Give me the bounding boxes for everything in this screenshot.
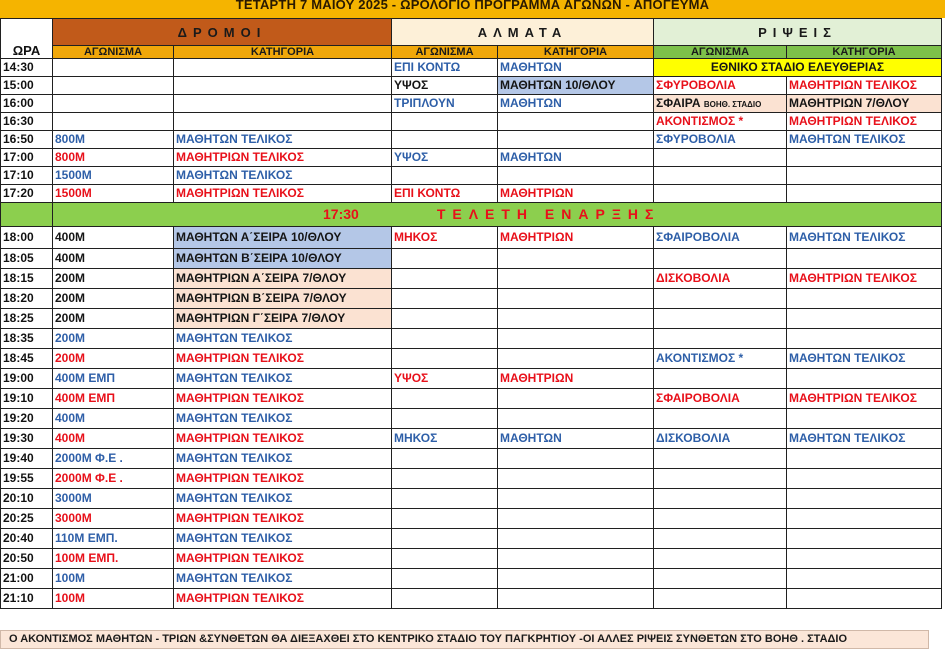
almata-category-cell xyxy=(498,113,654,131)
almata-event-cell: ΕΠΙ ΚΟΝΤΩ xyxy=(392,185,498,203)
dromoi-category-cell: ΜΑΘΗΤΩΝ ΤΕΛΙΚΟΣ xyxy=(174,529,392,549)
sub-header-category: ΚΑΤΗΓΟΡΙΑ xyxy=(787,46,942,59)
ripseis-event-cell xyxy=(654,469,787,489)
almata-event-cell xyxy=(392,409,498,429)
dromoi-category-cell: ΜΑΘΗΤΩΝ ΤΕΛΙΚΟΣ xyxy=(174,409,392,429)
ripseis-category-cell xyxy=(787,149,942,167)
event-name: ΣΦΑΙΡΑ xyxy=(656,95,701,110)
ripseis-category-cell: ΜΑΘΗΤΩΝ ΤΕΛΙΚΟΣ xyxy=(787,429,942,449)
time-cell: 19:55 xyxy=(1,469,53,489)
time-cell: 20:10 xyxy=(1,489,53,509)
sub-header-event: ΑΓΩΝΙΣΜΑ xyxy=(392,46,498,59)
time-cell: 21:10 xyxy=(1,589,53,609)
ripseis-event-cell xyxy=(654,95,787,113)
group-header-almata: ΑΛΜΑΤΑ xyxy=(392,19,654,46)
dromoi-category-cell: ΜΑΘΗΤΩΝ ΤΕΛΙΚΟΣ xyxy=(174,569,392,589)
dromoi-event-cell: 100Μ xyxy=(53,589,174,609)
ripseis-event-cell: ΣΦΥΡΟΒΟΛΙΑ xyxy=(654,131,787,149)
ripseis-event-cell: ΔΙΣΚΟΒΟΛΙΑ xyxy=(654,429,787,449)
ripseis-category-cell: ΜΑΘΗΤΡΙΩΝ ΤΕΛΙΚΟΣ xyxy=(787,389,942,409)
ripseis-event-cell xyxy=(654,149,787,167)
page-title: ΤΕΤΑΡΤΗ 7 ΜΑΙΟΥ 2025 - ΩΡΟΛΟΓΙΟ ΠΡΟΓΡΑΜΜΑ ΑΓΩΝΩΝ - ΑΠΟΓΕΥΜΑ xyxy=(0,0,945,18)
ripseis-category-cell xyxy=(787,509,942,529)
almata-event-cell xyxy=(392,529,498,549)
ripseis-category-cell: ΜΑΘΗΤΡΙΩΝ ΤΕΛΙΚΟΣ xyxy=(787,77,942,95)
almata-event-cell xyxy=(392,469,498,489)
almata-event-cell xyxy=(392,389,498,409)
ripseis-category-cell: ΜΑΘΗΤΩΝ ΤΕΛΙΚΟΣ xyxy=(787,349,942,369)
almata-category-cell xyxy=(498,389,654,409)
dromoi-category-cell: ΜΑΘΗΤΩΝ ΤΕΛΙΚΟΣ xyxy=(174,489,392,509)
schedule-row xyxy=(1,489,942,509)
time-cell: 16:00 xyxy=(1,95,53,113)
dromoi-category-cell: ΜΑΘΗΤΡΙΩΝ ΤΕΛΙΚΟΣ xyxy=(174,149,392,167)
schedule-row xyxy=(1,167,942,185)
dromoi-event-cell: 400Μ xyxy=(53,429,174,449)
dromoi-event-cell: 2000Μ Φ.Ε . xyxy=(53,449,174,469)
dromoi-category-cell: ΜΑΘΗΤΡΙΩΝ Α΄ΣΕΙΡΑ 7/ΘΛΟΥ xyxy=(174,269,392,289)
ripseis-event-cell xyxy=(654,329,787,349)
time-cell: 18:25 xyxy=(1,309,53,329)
time-cell: 20:50 xyxy=(1,549,53,569)
almata-category-cell xyxy=(498,309,654,329)
ripseis-event-cell xyxy=(654,167,787,185)
almata-event-cell xyxy=(392,489,498,509)
dromoi-event-cell: 400Μ ΕΜΠ xyxy=(53,369,174,389)
ripseis-event-cell xyxy=(654,529,787,549)
ripseis-event-cell xyxy=(654,509,787,529)
time-cell: 18:45 xyxy=(1,349,53,369)
dromoi-event-cell xyxy=(53,95,174,113)
almata-category-cell: ΜΑΘΗΤΡΙΩΝ xyxy=(498,227,654,249)
dromoi-event-cell: 400Μ xyxy=(53,227,174,249)
ripseis-category-cell xyxy=(787,309,942,329)
almata-event-cell: ΥΨΟΣ xyxy=(392,369,498,389)
schedule-row xyxy=(1,529,942,549)
almata-category-cell xyxy=(498,249,654,269)
almata-category-cell xyxy=(498,349,654,369)
ripseis-category-cell xyxy=(787,549,942,569)
ripseis-category-cell xyxy=(787,569,942,589)
almata-category-cell xyxy=(498,167,654,185)
almata-category-cell xyxy=(498,589,654,609)
ripseis-category-cell xyxy=(787,167,942,185)
dromoi-event-cell xyxy=(53,59,174,77)
dromoi-category-cell xyxy=(174,59,392,77)
ripseis-event-cell: ΔΙΣΚΟΒΟΛΙΑ xyxy=(654,269,787,289)
dromoi-event-cell: 400Μ xyxy=(53,249,174,269)
almata-event-cell xyxy=(392,569,498,589)
ceremony-label: ΤΕΛΕΤΗ ΕΝΑΡΞΗΣ xyxy=(436,206,661,222)
almata-category-cell: ΜΑΘΗΤΩΝ xyxy=(498,95,654,113)
ripseis-category-cell xyxy=(787,329,942,349)
dromoi-event-cell: 200Μ xyxy=(53,349,174,369)
dromoi-event-cell: 800Μ xyxy=(53,131,174,149)
almata-category-cell xyxy=(498,329,654,349)
almata-category-cell: ΜΑΘΗΤΡΙΩΝ xyxy=(498,369,654,389)
time-cell: 19:10 xyxy=(1,389,53,409)
dromoi-category-cell: ΜΑΘΗΤΩΝ ΤΕΛΙΚΟΣ xyxy=(174,329,392,349)
ripseis-category-cell xyxy=(787,409,942,429)
almata-event-cell xyxy=(392,289,498,309)
dromoi-category-cell: ΜΑΘΗΤΡΙΩΝ ΤΕΛΙΚΟΣ xyxy=(174,469,392,489)
schedule-row xyxy=(1,309,942,329)
ripseis-event-cell xyxy=(654,589,787,609)
dromoi-category-cell: ΜΑΘΗΤΡΙΩΝ ΤΕΛΙΚΟΣ xyxy=(174,389,392,409)
schedule-row xyxy=(1,113,942,131)
ripseis-event-cell xyxy=(654,449,787,469)
schedule-row xyxy=(1,77,942,95)
almata-category-cell: ΜΑΘΗΤΩΝ xyxy=(498,429,654,449)
sub-header-event: ΑΓΩΝΙΣΜΑ xyxy=(654,46,787,59)
almata-event-cell xyxy=(392,269,498,289)
schedule-row xyxy=(1,59,942,77)
ripseis-event-cell: ΣΦΑΙΡΟΒΟΛΙΑ xyxy=(654,227,787,249)
dromoi-category-cell xyxy=(174,77,392,95)
time-cell: 18:35 xyxy=(1,329,53,349)
time-cell: 19:40 xyxy=(1,449,53,469)
almata-category-cell xyxy=(498,269,654,289)
almata-event-cell xyxy=(392,249,498,269)
time-cell: 17:20 xyxy=(1,185,53,203)
ripseis-category-cell xyxy=(787,289,942,309)
time-cell: 17:00 xyxy=(1,149,53,167)
dromoi-category-cell: ΜΑΘΗΤΩΝ Β΄ΣΕΙΡΑ 10/ΘΛΟΥ xyxy=(174,249,392,269)
time-cell: 16:50 xyxy=(1,131,53,149)
ripseis-category-cell xyxy=(787,489,942,509)
almata-event-cell: ΥΨΟΣ xyxy=(392,77,498,95)
almata-event-cell: ΥΨΟΣ xyxy=(392,149,498,167)
almata-category-cell xyxy=(498,489,654,509)
dromoi-event-cell: 200Μ xyxy=(53,309,174,329)
dromoi-category-cell xyxy=(174,113,392,131)
schedule-row xyxy=(1,149,942,167)
almata-event-cell xyxy=(392,449,498,469)
time-cell: 19:20 xyxy=(1,409,53,429)
time-cell: 19:30 xyxy=(1,429,53,449)
almata-category-cell: ΜΑΘΗΤΡΙΩΝ xyxy=(498,185,654,203)
ripseis-event-cell: ΕΘΝΙΚΟ ΣΤΑΔΙΟ ΕΛΕΥΘΕΡΙΑΣ xyxy=(654,59,942,77)
dromoi-category-cell: ΜΑΘΗΤΩΝ ΤΕΛΙΚΟΣ xyxy=(174,167,392,185)
almata-category-cell xyxy=(498,289,654,309)
sub-header-event: ΑΓΩΝΙΣΜΑ xyxy=(53,46,174,59)
almata-event-cell: ΜΗΚΟΣ xyxy=(392,227,498,249)
time-cell: 20:40 xyxy=(1,529,53,549)
dromoi-category-cell xyxy=(174,95,392,113)
ceremony-row xyxy=(1,203,942,227)
dromoi-event-cell: 110Μ ΕΜΠ. xyxy=(53,529,174,549)
schedule-row xyxy=(1,469,942,489)
ripseis-category-cell: ΜΑΘΗΤΡΙΩΝ ΤΕΛΙΚΟΣ xyxy=(787,113,942,131)
almata-event-cell xyxy=(392,113,498,131)
time-cell: 18:20 xyxy=(1,289,53,309)
ceremony-time: 17:30 xyxy=(323,206,359,222)
ripseis-event-cell: ΑΚΟΝΤΙΣΜΟΣ * xyxy=(654,113,787,131)
almata-event-cell: ΤΡΙΠΛΟΥΝ xyxy=(392,95,498,113)
almata-category-cell xyxy=(498,409,654,429)
time-column-header: ΩΡΑ xyxy=(1,19,53,59)
almata-category-cell: ΜΑΘΗΤΩΝ xyxy=(498,59,654,77)
dromoi-category-cell: ΜΑΘΗΤΡΙΩΝ ΤΕΛΙΚΟΣ xyxy=(174,349,392,369)
dromoi-category-cell: ΜΑΘΗΤΡΙΩΝ ΤΕΛΙΚΟΣ xyxy=(174,185,392,203)
almata-event-cell xyxy=(392,589,498,609)
schedule-row xyxy=(1,329,942,349)
dromoi-category-cell: ΜΑΘΗΤΩΝ ΤΕΛΙΚΟΣ xyxy=(174,131,392,149)
schedule-table xyxy=(0,18,942,609)
ripseis-category-cell: ΜΑΘΗΤΩΝ ΤΕΛΙΚΟΣ xyxy=(787,131,942,149)
ripseis-event-cell: ΑΚΟΝΤΙΣΜΟΣ * xyxy=(654,349,787,369)
almata-event-cell: ΕΠΙ ΚΟΝΤΩ xyxy=(392,59,498,77)
dromoi-category-cell: ΜΑΘΗΤΩΝ ΤΕΛΙΚΟΣ xyxy=(174,369,392,389)
schedule-row xyxy=(1,449,942,469)
ripseis-event-cell: ΣΦΥΡΟΒΟΛΙΑ xyxy=(654,77,787,95)
dromoi-category-cell: ΜΑΘΗΤΡΙΩΝ ΤΕΛΙΚΟΣ xyxy=(174,589,392,609)
schedule-row xyxy=(1,185,942,203)
dromoi-event-cell: 200Μ xyxy=(53,269,174,289)
almata-category-cell xyxy=(498,549,654,569)
dromoi-event-cell: 400Μ ΕΜΠ xyxy=(53,389,174,409)
schedule-row xyxy=(1,95,942,113)
footer-note: Ο ΑΚΟΝΤΙΣΜΟΣ ΜΑΘΗΤΩΝ - ΤΡΙΩΝ &ΣΥΝΘΕΤΩΝ ΘΑ ΔΙΕΞΑΧΘΕΙ ΣΤΟ ΚΕΝΤΡΙΚΟ ΣΤΑΔΙΟ ΤΟΥ ΠΑΓΚΡΗΤΙΟΥ -ΟΙ ΑΛΛΕΣ ΡΙΨΕΙΣ ΣΥΝΘΕΤΩΝ ΣΤΟ ΒΟΗΘ . ΣΤΑΔΙΟ xyxy=(0,630,929,649)
ripseis-event-cell xyxy=(654,249,787,269)
schedule-row xyxy=(1,509,942,529)
ripseis-event-cell xyxy=(654,549,787,569)
dromoi-category-cell: ΜΑΘΗΤΡΙΩΝ Γ΄ΣΕΙΡΑ 7/ΘΛΟΥ xyxy=(174,309,392,329)
dromoi-event-cell: 1500Μ xyxy=(53,185,174,203)
schedule-row xyxy=(1,429,942,449)
dromoi-event-cell: 2000Μ Φ.Ε . xyxy=(53,469,174,489)
almata-category-cell xyxy=(498,509,654,529)
dromoi-category-cell: ΜΑΘΗΤΡΙΩΝ ΤΕΛΙΚΟΣ xyxy=(174,429,392,449)
ceremony-cell xyxy=(53,203,942,227)
time-cell: 16:30 xyxy=(1,113,53,131)
ripseis-category-cell: ΜΑΘΗΤΡΙΩΝ ΤΕΛΙΚΟΣ xyxy=(787,269,942,289)
ripseis-category-cell xyxy=(787,469,942,489)
ripseis-event-cell: ΣΦΑΙΡΟΒΟΛΙΑ xyxy=(654,389,787,409)
dromoi-event-cell: 3000Μ xyxy=(53,509,174,529)
dromoi-category-cell: ΜΑΘΗΤΡΙΩΝ ΤΕΛΙΚΟΣ xyxy=(174,509,392,529)
dromoi-event-cell: 3000Μ xyxy=(53,489,174,509)
ripseis-category-cell xyxy=(787,589,942,609)
schedule-row xyxy=(1,289,942,309)
almata-event-cell xyxy=(392,549,498,569)
almata-event-cell xyxy=(392,349,498,369)
almata-category-cell xyxy=(498,569,654,589)
almata-event-cell: ΜΗΚΟΣ xyxy=(392,429,498,449)
time-cell: 18:15 xyxy=(1,269,53,289)
schedule-row xyxy=(1,131,942,149)
schedule-row xyxy=(1,349,942,369)
ripseis-event-cell xyxy=(654,569,787,589)
schedule-row xyxy=(1,389,942,409)
almata-category-cell xyxy=(498,131,654,149)
ceremony-blank-cell xyxy=(1,203,53,227)
almata-category-cell xyxy=(498,469,654,489)
schedule-row xyxy=(1,589,942,609)
ripseis-category-cell xyxy=(787,529,942,549)
almata-event-cell xyxy=(392,309,498,329)
time-cell: 21:00 xyxy=(1,569,53,589)
time-cell: 15:00 xyxy=(1,77,53,95)
dromoi-event-cell: 200Μ xyxy=(53,289,174,309)
sub-header-category: ΚΑΤΗΓΟΡΙΑ xyxy=(498,46,654,59)
time-cell: 18:00 xyxy=(1,227,53,249)
ripseis-category-cell: ΜΑΘΗΤΩΝ ΤΕΛΙΚΟΣ xyxy=(787,227,942,249)
dromoi-category-cell: ΜΑΘΗΤΡΙΩΝ Β΄ΣΕΙΡΑ 7/ΘΛΟΥ xyxy=(174,289,392,309)
time-cell: 20:25 xyxy=(1,509,53,529)
ripseis-category-cell xyxy=(787,369,942,389)
ripseis-category-cell xyxy=(787,249,942,269)
dromoi-category-cell: ΜΑΘΗΤΩΝ Α΄ΣΕΙΡΑ 10/ΘΛΟΥ xyxy=(174,227,392,249)
ripseis-event-cell xyxy=(654,185,787,203)
group-header-ripseis: ΡΙΨΕΙΣ xyxy=(654,19,942,46)
dromoi-event-cell: 100Μ xyxy=(53,569,174,589)
dromoi-event-cell: 200Μ xyxy=(53,329,174,349)
dromoi-category-cell: ΜΑΘΗΤΡΙΩΝ ΤΕΛΙΚΟΣ xyxy=(174,549,392,569)
dromoi-event-cell xyxy=(53,77,174,95)
dromoi-event-cell: 800Μ xyxy=(53,149,174,167)
ripseis-event-cell xyxy=(654,309,787,329)
venue-note: ΒΟΗΘ. ΣΤΑΔΙΟ xyxy=(703,99,762,109)
almata-event-cell xyxy=(392,131,498,149)
schedule-row xyxy=(1,549,942,569)
almata-category-cell xyxy=(498,529,654,549)
ripseis-category-cell xyxy=(787,185,942,203)
dromoi-event-cell: 400Μ xyxy=(53,409,174,429)
ripseis-event-cell xyxy=(654,289,787,309)
time-cell: 18:05 xyxy=(1,249,53,269)
sub-header-category: ΚΑΤΗΓΟΡΙΑ xyxy=(174,46,392,59)
almata-category-cell: ΜΑΘΗΤΩΝ 10/ΘΛΟΥ xyxy=(498,77,654,95)
ripseis-category-cell xyxy=(787,449,942,469)
almata-event-cell xyxy=(392,509,498,529)
group-header-dromoi: ΔΡΟΜΟΙ xyxy=(53,19,392,46)
schedule-row xyxy=(1,409,942,429)
ripseis-category-cell: ΜΑΘΗΤΡΙΩΝ 7/ΘΛΟΥ xyxy=(787,95,942,113)
dromoi-event-cell: 1500Μ xyxy=(53,167,174,185)
schedule-row xyxy=(1,569,942,589)
time-cell: 19:00 xyxy=(1,369,53,389)
schedule-row xyxy=(1,369,942,389)
schedule-row xyxy=(1,227,942,249)
schedule-row xyxy=(1,269,942,289)
dromoi-category-cell: ΜΑΘΗΤΩΝ ΤΕΛΙΚΟΣ xyxy=(174,449,392,469)
time-cell: 17:10 xyxy=(1,167,53,185)
ripseis-event-cell xyxy=(654,489,787,509)
almata-event-cell xyxy=(392,329,498,349)
ripseis-event-cell xyxy=(654,369,787,389)
dromoi-event-cell xyxy=(53,113,174,131)
dromoi-event-cell: 100Μ ΕΜΠ. xyxy=(53,549,174,569)
almata-event-cell xyxy=(392,167,498,185)
time-cell: 14:30 xyxy=(1,59,53,77)
schedule-row xyxy=(1,249,942,269)
almata-category-cell: ΜΑΘΗΤΩΝ xyxy=(498,149,654,167)
ripseis-event-cell xyxy=(654,409,787,429)
almata-category-cell xyxy=(498,449,654,469)
